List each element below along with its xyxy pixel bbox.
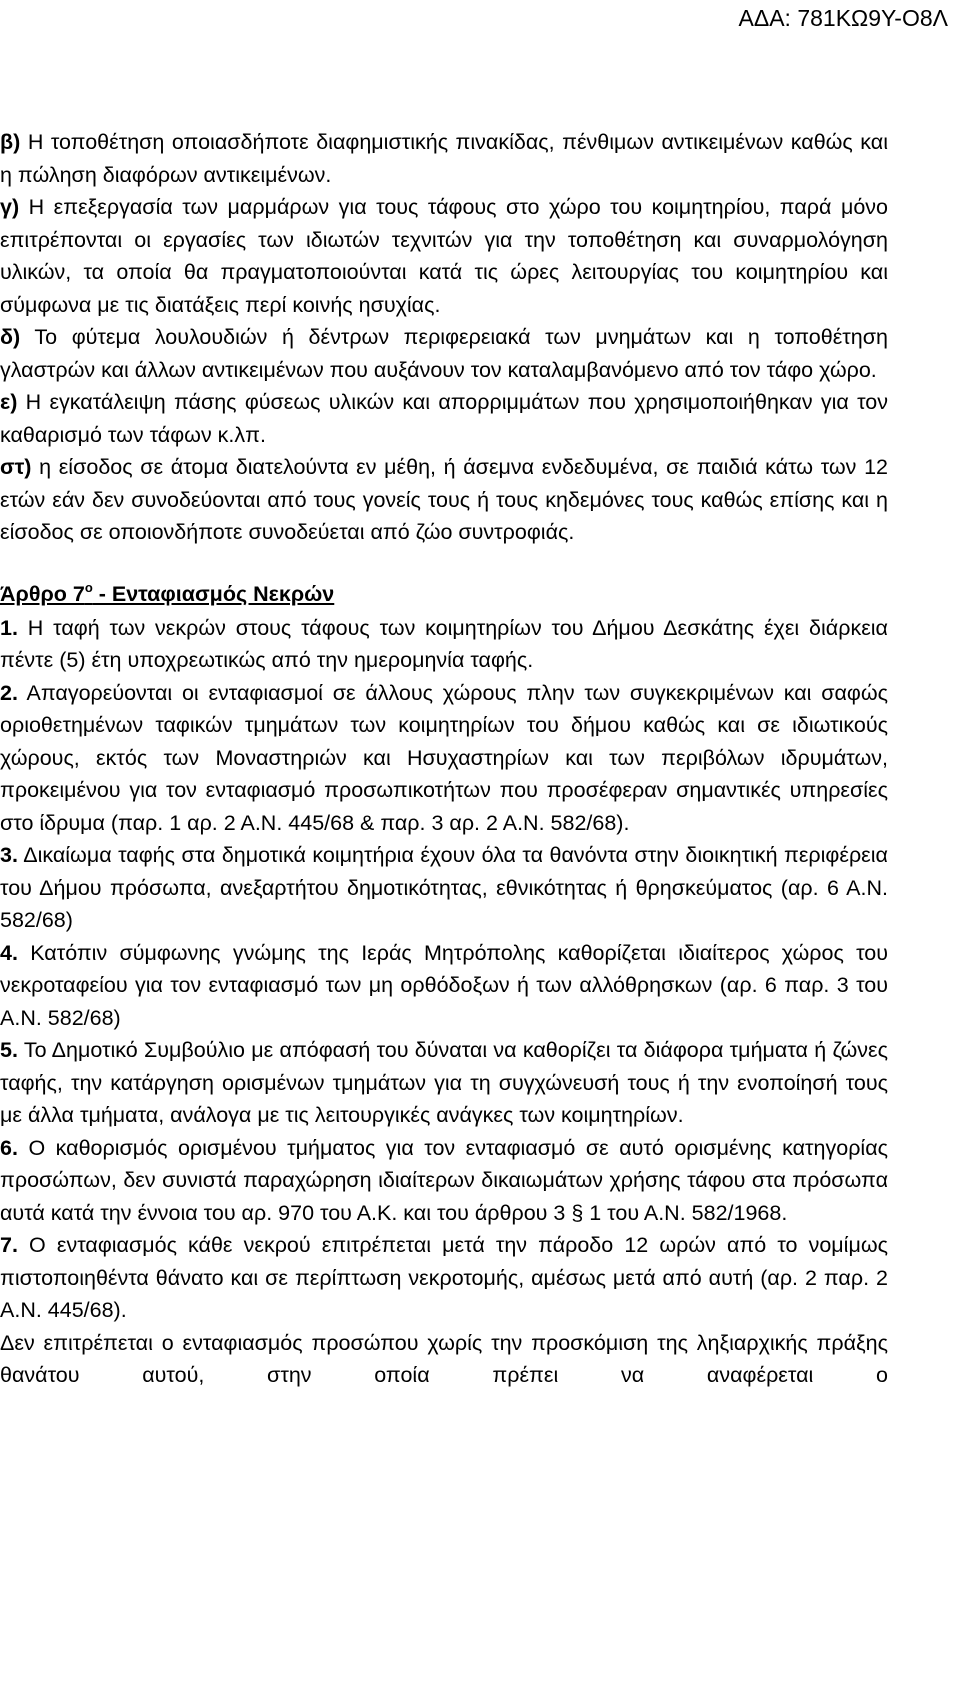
paragraph-7 <box>0 1229 888 1327</box>
list-item-e <box>0 386 888 451</box>
list-item-label: β) <box>0 130 21 154</box>
list-item-text: Το φύτεμα λουλουδιών ή δέντρων περιφερειακά των μνημάτων και η τοποθέτηση γλαστρών και άλλων αντικειμένων που αυξάνουν τον καταλαμβανόμενο από τον τάφο χώρο. <box>0 325 888 382</box>
paragraph-number: 2. <box>0 680 18 705</box>
paragraph-number: 4. <box>0 940 18 965</box>
list-item-c <box>0 191 888 321</box>
article-title <box>0 576 888 612</box>
list-item-text: Η εγκατάλειψη πάσης φύσεως υλικών και απορριμμάτων που χρησιμοποιήθηκαν για τον καθαρισμό των τάφων κ.λπ. <box>0 390 888 447</box>
paragraph-number: 5. <box>0 1038 18 1062</box>
paragraph-4 <box>0 937 888 1035</box>
paragraph-number: 7. <box>0 1233 18 1257</box>
paragraph-text: Η ταφή των νεκρών στους τάφους των κοιμητηρίων του Δήμου Δεσκάτης έχει διάρκεια πέντε (5) έτη υποχρεωτικώς από την ημερομηνία ταφής. <box>0 615 888 672</box>
list-item-label: ε) <box>0 390 18 414</box>
paragraph-text: Απαγορεύονται οι ενταφιασμοί σε άλλους χώρους πλην των συγκεκριμένων και σαφώς οριοθετημένων ταφικών τμημάτων των κοιμητηρίων του δήμου καθώς και σε ιδιωτικούς χώρους, εκτός των Μοναστηριών και Ησυχαστηρίων και των περιβόλων ιδρυμάτων, προκειμένου για τον ενταφιασμό προσωπικοτήτων που προσέφεραν σημαντικές υπηρεσίες στο ίδρυμα (παρ. 1 αρ. 2 Α.Ν. 445/68 & παρ. 3 αρ. 2 Α.Ν. 582/68). <box>0 680 888 835</box>
paragraph-text: Το Δημοτικό Συμβούλιο με απόφασή του δύναται να καθορίζει τα διάφορα τμήματα ή ζώνες ταφής, την κατάργηση ορισμένων τμημάτων για τη συγχώνευσή τους ή την ενοποίησή τους με άλλα τμήματα, ανάλογα με τις λειτουργικές ανάγκες των κοιμητηρίων. <box>0 1038 888 1127</box>
paragraph-number: 3. <box>0 843 18 867</box>
paragraph-3 <box>0 839 888 937</box>
paragraph-number: 1. <box>0 615 18 640</box>
list-item-text: Η επεξεργασία των μαρμάρων για τους τάφους στο χώρο του κοιμητηρίου, παρά μόνο επιτρέπονται οι εργασίες των ιδιωτών τεχνιτών για την τοποθέτηση και συναρμολόγηση υλικών, τα οποία θα πραγματοποιούνται κατά τις ώρες λειτουργίας του κοιμητηρίου και σύμφωνα με τις διατάξεις περί κοινής ησυχίας. <box>0 195 888 317</box>
list-item-label: γ) <box>0 195 20 219</box>
list-item-st <box>0 451 888 549</box>
paragraph-text: Κατόπιν σύμφωνης γνώμης της Ιεράς Μητρόπολης καθορίζεται ιδιαίτερος χώρος του νεκροταφείου για τον ενταφιασμό των μη ορθόδοξων ή των αλλόθρησκων (αρ. 6 παρ. 3 του Α.Ν. 582/68) <box>0 940 888 1030</box>
paragraph-2 <box>0 677 888 840</box>
article-title-suffix: - Ενταφιασμός Νεκρών <box>92 581 335 606</box>
paragraph-5 <box>0 1034 888 1132</box>
article-title-prefix: Άρθρο 7 <box>0 581 85 606</box>
spacer <box>0 549 888 576</box>
list-item-label: δ) <box>0 325 21 349</box>
closing-paragraph: Δεν επιτρέπεται ο ενταφιασμός προσώπου χωρίς την προσκόμιση της ληξιαρχικής πράξης θανάτου αυτού, στην οποία πρέπει να αναφέρεται ο <box>0 1330 888 1387</box>
list-item-label: στ) <box>0 455 32 479</box>
paragraph-1 <box>0 612 888 677</box>
paragraph-6 <box>0 1132 888 1230</box>
article-title-sup: ο <box>84 579 93 595</box>
list-item-b <box>0 126 888 191</box>
paragraph-number: 6. <box>0 1135 18 1160</box>
ada-code: ΑΔΑ: 781ΚΩ9Υ-Ο8Λ <box>738 5 948 31</box>
paragraph-text: Δικαίωμα ταφής στα δημοτικά κοιμητήρια έχουν όλα τα θανόντα στην διοικητική περιφέρεια του Δήμου πρόσωπα, ανεξαρτήτου δημοτικότητας, εθνικότητας ή θρησκεύματος (αρ. 6 Α.Ν. 582/68) <box>0 843 888 932</box>
document-body <box>0 126 888 1392</box>
paragraph-text: Ο καθορισμός ορισμένου τμήματος για τον ενταφιασμό σε αυτό ορισμένης κατηγορίας προσώπων, δεν συνιστά παραχώρηση ιδιαίτερων δικαιωμάτων χρήσης τάφου στα πρόσωπα αυτά κατά την έννοια του αρ. 970 του Α.Κ. και του άρθρου 3 § 1 του Α.Ν. 582/1968. <box>0 1135 888 1225</box>
list-item-text: η είσοδος σε άτομα διατελούντα εν μέθη, ή άσεμνα ενδεδυμένα, σε παιδιά κάτω των 12 ετών εάν δεν συνοδεύονται από τους γονείς τους ή τους κηδεμόνες τους καθώς επίσης και η είσοδος σε οποιονδήποτε συνοδεύεται από ζώο συντροφιάς. <box>0 455 888 544</box>
list-item-d <box>0 321 888 386</box>
list-item-text: Η τοποθέτηση οποιασδήποτε διαφημιστικής πινακίδας, πένθιμων αντικειμένων καθώς και η πώληση διαφόρων αντικειμένων. <box>0 130 888 187</box>
paragraph-text: Ο ενταφιασμός κάθε νεκρού επιτρέπεται μετά την πάροδο 12 ωρών από το νομίμως πιστοποιηθέντα θάνατο και σε περίπτωση νεκροτομής, αμέσως μετά από αυτή (αρ. 2 παρ. 2 Α.Ν. 445/68). <box>0 1233 888 1322</box>
